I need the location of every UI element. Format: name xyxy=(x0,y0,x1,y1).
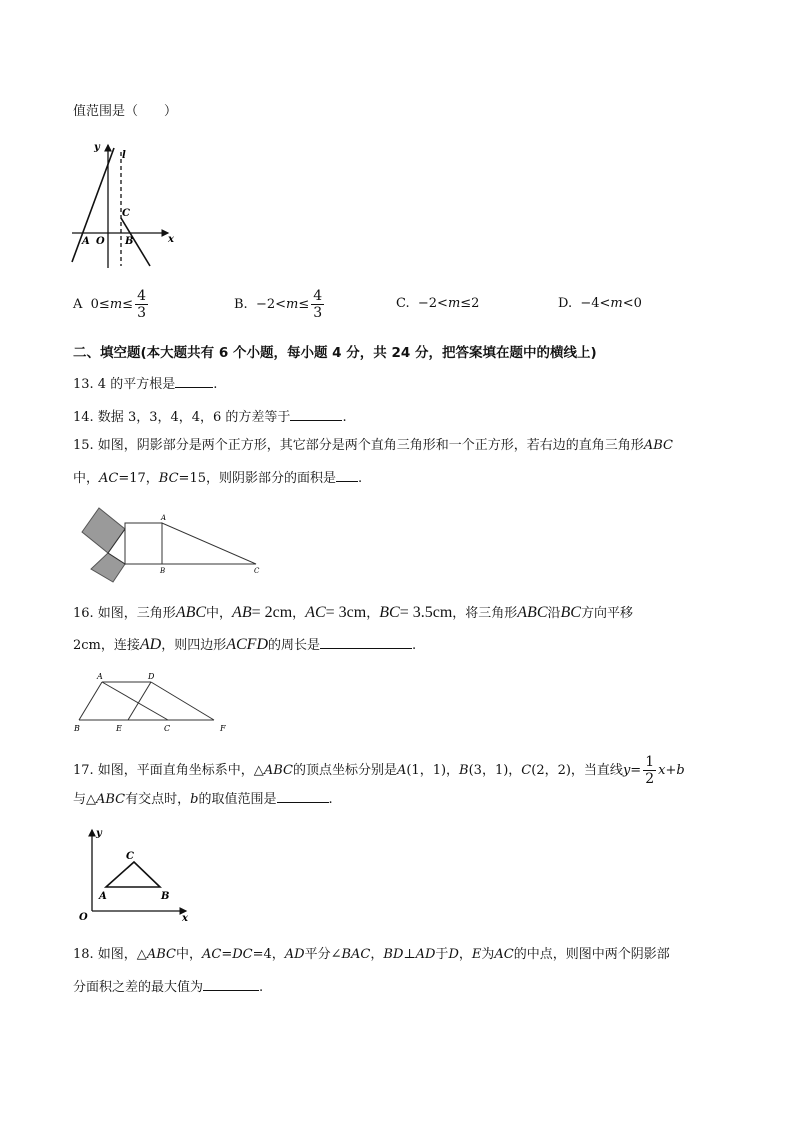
q12-stem-tail: 值范围是（ ） xyxy=(73,104,178,119)
answer-blank[interactable] xyxy=(320,636,412,649)
question-17-line-2: 与△ABC有交点时，b的取值范围是 . xyxy=(73,792,333,807)
q15-label-b: B xyxy=(160,567,166,575)
fraction: $\frac{4}{3}$ xyxy=(313,288,323,321)
q16-label-e: E xyxy=(116,724,122,733)
q15-label-a: A xyxy=(161,514,167,522)
q12-option-b[interactable]: B. −2<m≤ $\frac{4}{3}$ xyxy=(234,288,323,321)
question-16-line-2: 2cm，连接AD，则四边形ACFD的周长是 . xyxy=(73,636,417,653)
q12-option-d[interactable]: D. −4<m<0 xyxy=(558,296,642,311)
q16-label-f: F xyxy=(220,724,226,733)
q15-label-c: C xyxy=(254,567,260,575)
q17-label-y: y xyxy=(96,828,102,839)
q12-label-l: l xyxy=(122,150,126,161)
q12-option-a[interactable]: A 0≤m≤ $\frac{4}{3}$ xyxy=(73,288,146,321)
q16-label-d: D xyxy=(148,672,155,681)
question-14: 14. 数据 3，3，4，4，6 的方差等于 . xyxy=(73,410,347,425)
answer-blank[interactable] xyxy=(175,375,213,388)
q17-label-o: O xyxy=(79,912,88,923)
q15-triangle-abc xyxy=(162,523,256,564)
question-15-line-1: 15. 如图，阴影部分是两个正方形，其它部分是两个直角三角形和一个正方形，若右边的直角三角形ABC xyxy=(73,438,673,453)
answer-blank[interactable] xyxy=(290,408,342,421)
question-17-line-1: 17. 如图，平面直角坐标系中，△ABC的顶点坐标分别是A(1，1)，B(3，1)，C(2，2)，当直线y= $\frac{1}{2}$ x+b xyxy=(73,754,685,787)
q16-label-a: A xyxy=(97,672,103,681)
q12-option-c[interactable]: C. −2<m≤2 xyxy=(396,296,480,311)
q15-middle-square xyxy=(125,523,162,564)
option-letter: C. xyxy=(396,296,410,311)
q17-label-a: A xyxy=(99,891,107,902)
q17-label-b: B xyxy=(161,891,170,902)
q12-label-c: C xyxy=(122,208,130,219)
fraction: $\frac{1}{2}$ xyxy=(645,754,655,787)
question-13: 13. 4 的平方根是 . xyxy=(73,377,218,392)
answer-blank[interactable] xyxy=(277,790,329,803)
q15-shaded-square-upper xyxy=(82,508,125,553)
question-16-line-1: 16. 如图，三角形ABC中，AB= 2cm，AC= 3cm，BC= 3.5cm，将三角形ABC沿BC方向平移 xyxy=(73,604,633,621)
q12-label-b: B xyxy=(125,236,134,247)
option-letter: A xyxy=(73,297,83,312)
question-18-line-2: 分面积之差的最大值为 . xyxy=(73,980,264,995)
q17-triangle-abc xyxy=(106,862,160,887)
q12-label-x: x xyxy=(168,234,174,245)
q15-figure xyxy=(76,500,276,590)
q15-shaded-square-lower xyxy=(91,553,125,582)
answer-blank[interactable] xyxy=(336,469,358,482)
question-18-line-1: 18. 如图，△ABC中，AC=DC=4，AD平分∠BAC，BD⊥AD于D，E为AC的中点，则图中两个阴影部 xyxy=(73,947,670,962)
fraction: $\frac{4}{3}$ xyxy=(137,288,146,321)
option-letter: D. xyxy=(558,296,573,311)
q16-figure xyxy=(72,668,232,738)
q17-label-x: x xyxy=(182,913,188,924)
q12-label-a: A xyxy=(82,236,90,247)
option-letter: B. xyxy=(234,297,248,312)
q16-label-c: C xyxy=(164,724,171,733)
section-2-title: 二、填空题(本大题共有 6 个小题，每小题 4 分，共 24 分，把答案填在题中的横线上) xyxy=(73,345,597,361)
q17-figure xyxy=(74,824,199,924)
q12-graph xyxy=(70,140,180,270)
q17-label-c: C xyxy=(126,851,134,862)
answer-blank[interactable] xyxy=(203,978,259,991)
q12-label-y: y xyxy=(94,142,100,153)
q16-label-b: B xyxy=(74,724,80,733)
q12-label-o: O xyxy=(96,236,105,247)
question-15-line-2: 中，AC=17，BC=15，则阴影部分的面积是 . xyxy=(73,471,363,486)
